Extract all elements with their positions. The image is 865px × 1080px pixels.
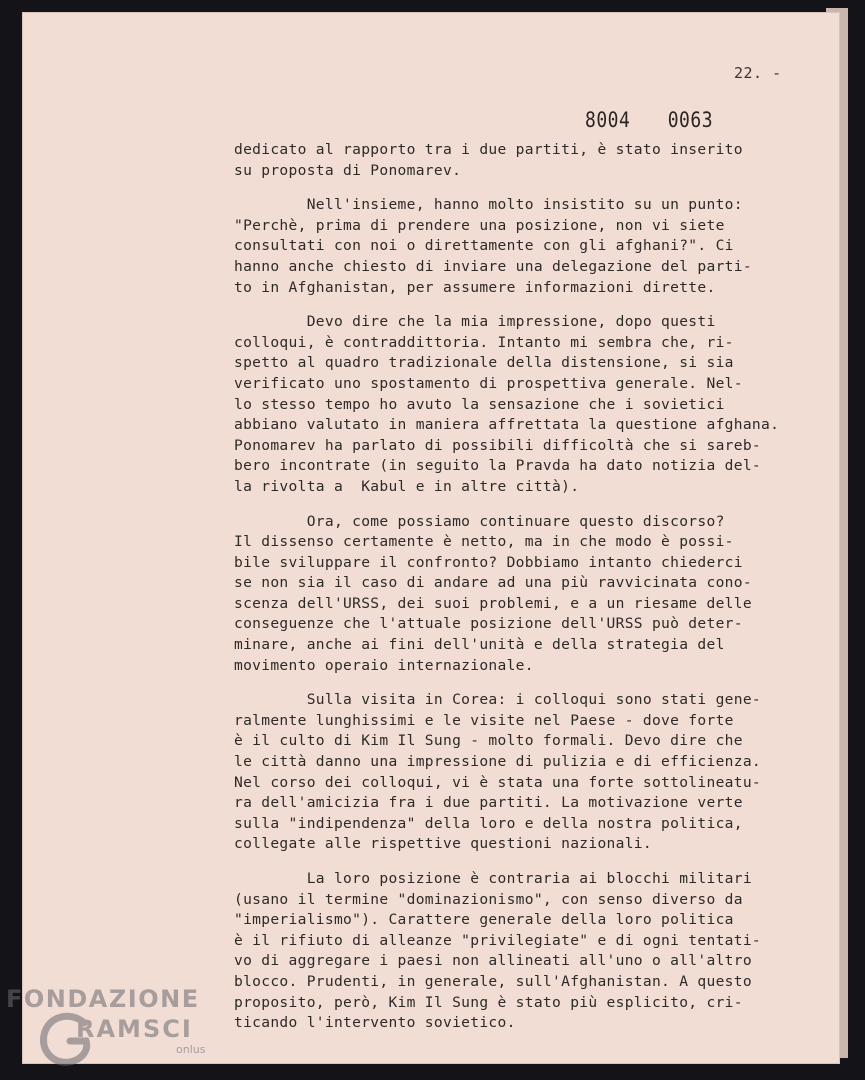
fondazione-gramsci-watermark [6,985,236,1075]
paragraph [234,195,814,298]
text-line: to in Afghanistan, per assumere informazioni dirette. [234,278,716,296]
text-line: su proposta di Ponomarev. [234,161,462,179]
watermark-line-3: onlus [176,1043,206,1056]
text-line: ra dell'amicizia fra i due partiti. La motivazione verte [234,794,743,812]
text-line: è il rifiuto di alleanze "privilegiate" e di ogni tentati- [234,931,761,949]
watermark-line-2: RAMSCI [76,1015,193,1043]
text-line: Devo dire che la mia impressione, dopo questi [234,313,716,331]
text-line: colloqui, è contraddittoria. Intanto mi sembra che, ri- [234,333,734,351]
paragraph [234,312,814,497]
text-line: movimento operaio internazionale. [234,656,534,674]
text-line: Ora, come possiamo continuare questo discorso? [234,512,725,530]
text-line: consultati con noi o direttamente con gli afghani?". Ci [234,237,734,255]
page-number: 22. - [734,64,782,82]
text-line: proposito, però, Kim Il Sung è stato più esplicito, cri- [234,993,743,1011]
text-line: bile sviluppare il confronto? Dobbiamo intanto chiederci [234,553,743,571]
text-line: ticando l'intervento sovietico. [234,1014,516,1032]
watermark-line-1: FONDAZIONE [6,985,200,1013]
text-line: Nel corso dei colloqui, vi è stata una forte sottolineatu- [234,773,761,791]
text-line: vo di aggregare i paesi non allineati all'uno o all'altro [234,952,752,970]
text-line: lo stesso tempo ho avuto la sensazione che i sovietici [234,395,725,413]
text-line: bero incontrate (in seguito la Pravda ha dato notizia del- [234,457,761,475]
text-line: se non sia il caso di andare ad una più ravvicinata cono- [234,574,752,592]
archive-code-part-2: 0063 [667,108,714,133]
text-line: (usano il termine "dominazionismo", con senso diverso da [234,890,743,908]
text-line: Sulla visita in Corea: i colloqui sono stati gene- [234,691,761,709]
archive-code [585,108,713,133]
text-line: Nell'insieme, hanno molto insistito su un punto: [234,196,743,214]
text-line: la rivolta a Kabul e in altre città). [234,477,580,495]
text-line: "imperialismo"). Carattere generale della loro politica [234,911,734,929]
text-line: hanno anche chiesto di inviare una delegazione del parti- [234,257,752,275]
paragraph [234,690,814,855]
text-line: sulla "indipendenza" della loro e della nostra politica, [234,814,743,832]
paragraph [234,512,814,677]
archive-code-part-1: 8004 [585,108,631,133]
text-line: "Perchè, prima di prendere una posizione, non vi siete [234,216,725,234]
text-line: ralmente lunghissimi e le visite nel Paese - dove forte [234,711,734,729]
text-line: blocco. Prudenti, in generale, sull'Afghanistan. A questo [234,972,752,990]
text-line: è il culto di Kim Il Sung - molto formali. Devo dire che [234,732,743,750]
text-line: La loro posizione è contraria ai blocchi militari [234,870,752,887]
document-body [234,140,814,1048]
text-line: Il dissenso certamente è netto, ma in che modo è possi- [234,533,734,551]
paragraph [234,140,814,181]
text-line: conseguenze che l'attuale posizione dell'URSS può deter- [234,615,743,633]
text-line: abbiano valutato in maniera affrettata la questione afghana. [234,416,780,434]
text-line: collegate alle rispettive questioni nazionali. [234,835,652,853]
text-line: spetto al quadro tradizionale della distensione, si sia [234,354,734,372]
text-line: scenza dell'URSS, dei suoi problemi, e a un riesame delle [234,594,752,612]
text-line: dedicato al rapporto tra i due partiti, è stato inserito [234,141,743,158]
paragraph [234,869,814,1034]
text-line: minare, anche ai fini dell'unità e della strategia del [234,636,725,654]
text-line: le città danno una impressione di pulizia e di efficienza. [234,753,761,771]
text-line: verificato uno spostamento di prospettiva generale. Nel- [234,374,743,392]
text-line: Ponomarev ha parlato di possibili difficoltà che si sareb- [234,436,761,454]
